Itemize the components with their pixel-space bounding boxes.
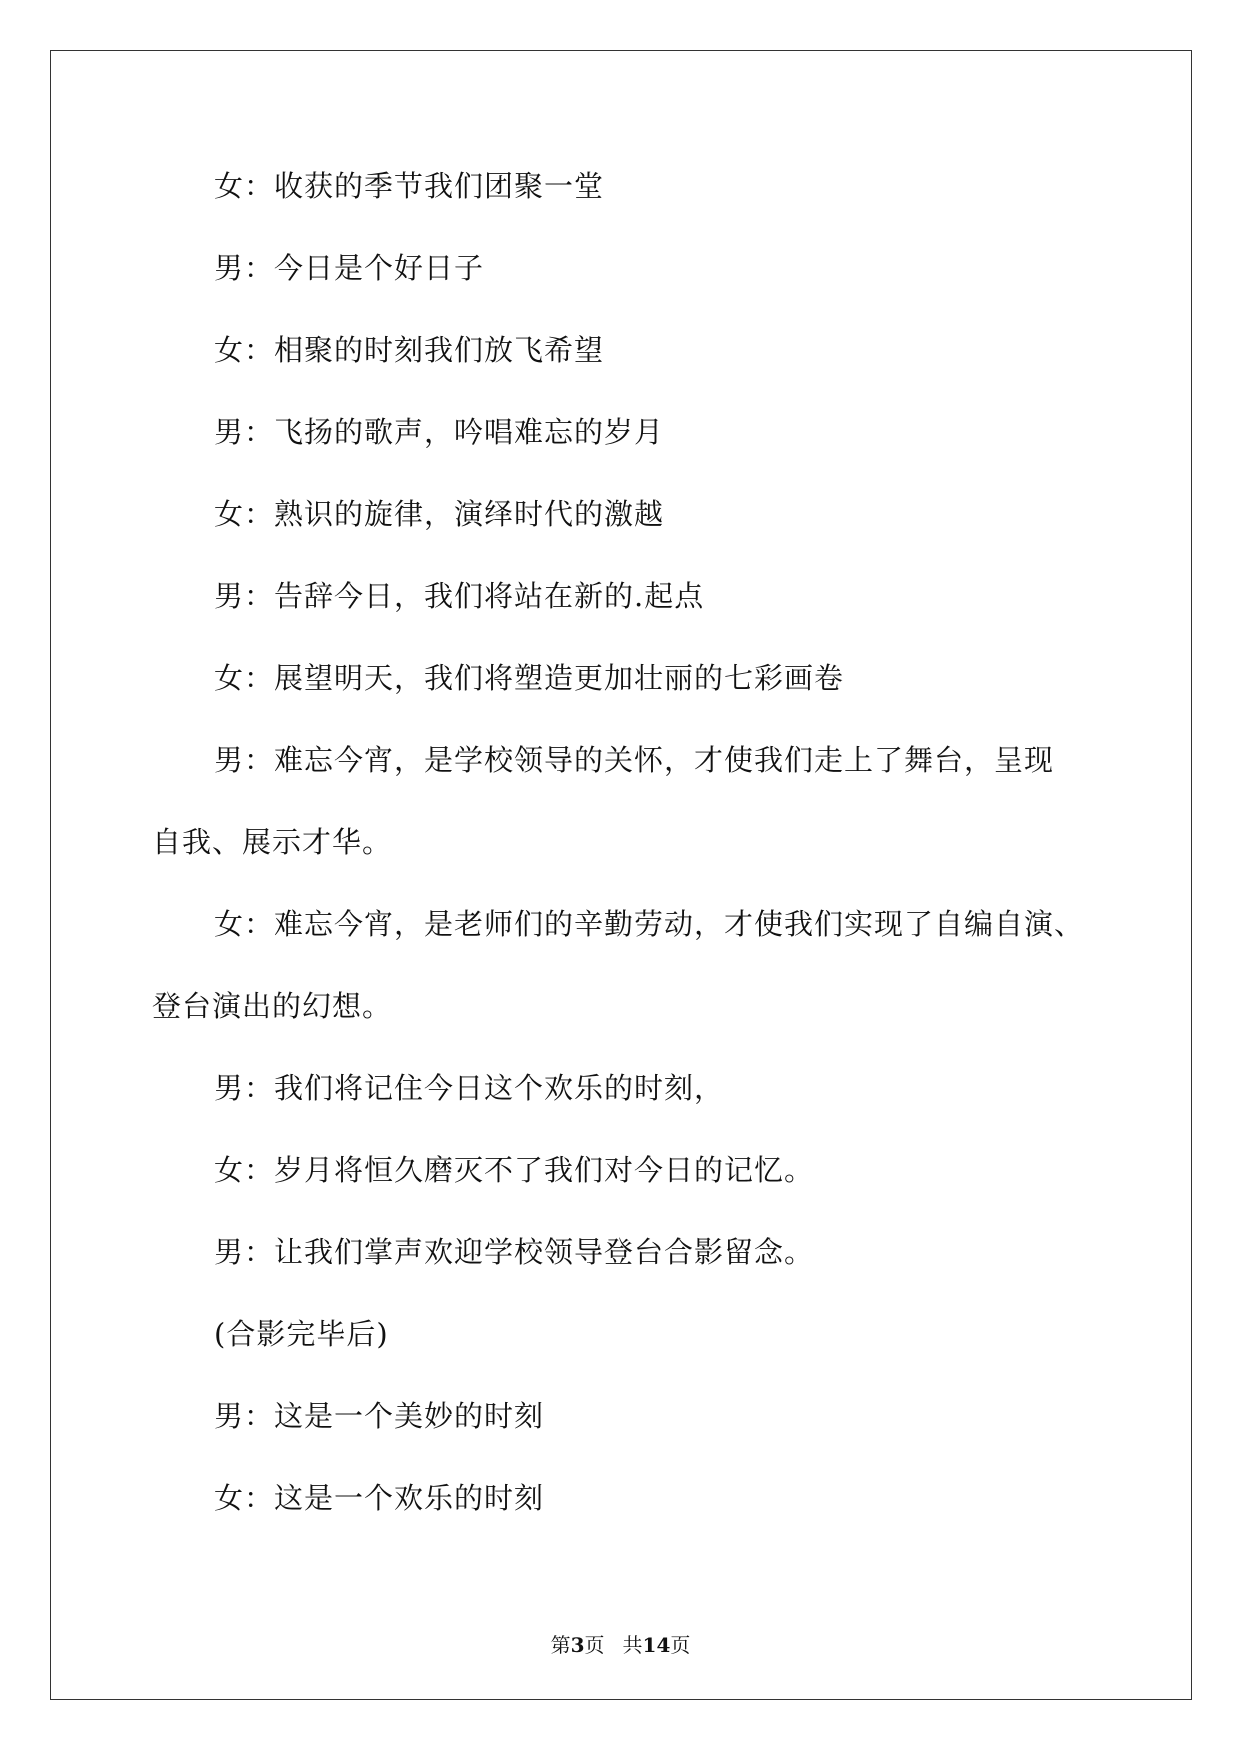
dialogue-line: 男：难忘今宵，是学校领导的关怀，才使我们走上了舞台，呈现	[214, 743, 1055, 777]
dialogue-line-continuation: 登台演出的幻想。	[152, 989, 393, 1023]
page-total: 共14页	[622, 1633, 691, 1657]
dialogue-line: 女：难忘今宵，是老师们的辛勤劳动，才使我们实现了自编自演、	[214, 907, 1085, 941]
dialogue-line: 男：让我们掌声欢迎学校领导登台合影留念。	[214, 1235, 815, 1269]
dialogue-line-continuation: 自我、展示才华。	[152, 825, 393, 859]
dialogue-line: 女：相聚的时刻我们放飞希望	[214, 333, 605, 367]
dialogue-line: 男：飞扬的歌声，吟唱难忘的岁月	[214, 415, 665, 449]
dialogue-line: 女：这是一个欢乐的时刻	[214, 1481, 545, 1515]
dialogue-line: 男：告辞今日，我们将站在新的.起点	[214, 579, 705, 613]
page-number: 第3页	[550, 1633, 605, 1657]
dialogue-line: 男：我们将记住今日这个欢乐的时刻，	[214, 1071, 725, 1105]
dialogue-line: 男：这是一个美妙的时刻	[214, 1399, 545, 1433]
stage-direction: (合影完毕后)	[214, 1317, 389, 1351]
dialogue-line: 男：今日是个好日子	[214, 251, 485, 285]
dialogue-line: 女：熟识的旋律，演绎时代的激越	[214, 497, 665, 531]
dialogue-line: 女：岁月将恒久磨灭不了我们对今日的记忆。	[214, 1153, 815, 1187]
dialogue-line: 女：展望明天，我们将塑造更加壮丽的七彩画卷	[214, 661, 845, 695]
document-body	[152, 166, 1142, 1560]
page-footer	[0, 1632, 1241, 1658]
dialogue-line: 女：收获的季节我们团聚一堂	[214, 169, 605, 203]
